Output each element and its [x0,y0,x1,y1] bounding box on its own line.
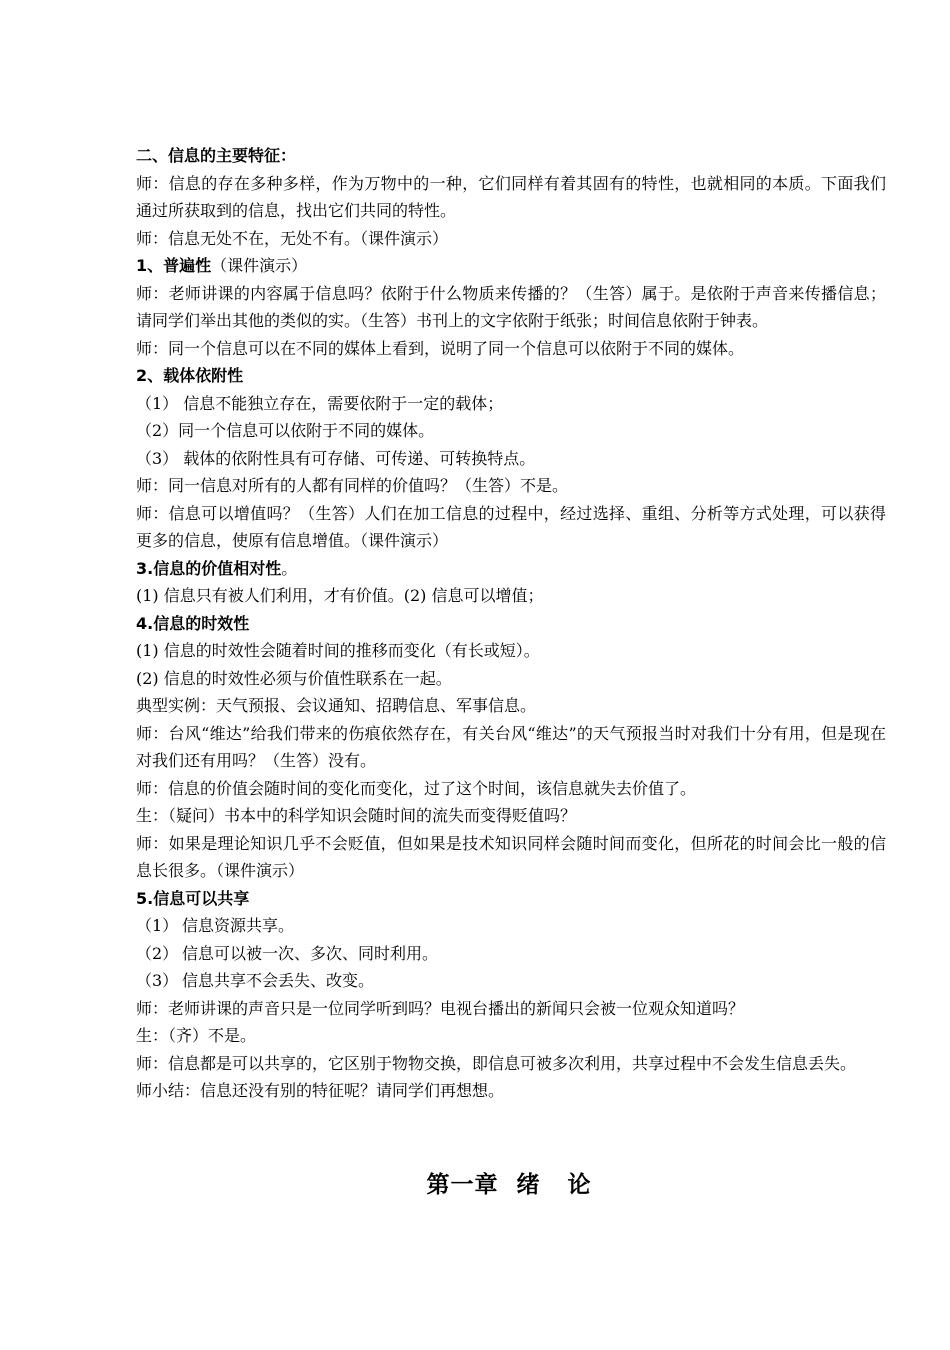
list-item-number: （3） [136,971,179,990]
list-item [136,967,886,995]
list-item-text: 信息资源共享。 [182,916,295,935]
teacher-summary-line: 师小结：信息还没有别的特征呢？请同学们再想想。 [136,1081,505,1100]
list-item-number: （2） [136,943,179,963]
heading-value-relativity-period: 。 [281,558,298,578]
heading-value-relativity-title: 3.信息的价值相对性 [136,558,282,578]
teacher-paragraph: 师：信息的存在多种多样，作为万物中的一种，它们同样有着其固有的特性，也就相同的本质。下面我们通过所获取到的信息，找出它们共同的特性。 [136,173,886,220]
list-item [136,912,886,940]
list-item [136,940,886,968]
heading-sharing: 5.信息可以共享 [136,888,250,908]
list-item: （2）同一个信息可以依附于不同的媒体。 [136,421,435,440]
teacher-paragraph: 师：台风“维达”给我们带来的伤痕依然存在，有关台风“维达”的天气预报当时对我们十分有用，但是现在对我们还有用吗？（生答）没有。 [136,723,886,770]
list-item: （3） 载体的依附性具有可存储、可传递、可转换特点。 [136,448,536,468]
list-item: （1） 信息不能独立存在，需要依附于一定的载体； [136,393,504,413]
teacher-paragraph: 师：老师讲课的内容属于信息吗？依附于什么物质来传播的？（生答）属于。是依附于声音来传播信息；请同学们举出其他的类似的实。（生答）书刊上的文字依附于纸张；时间信息依附于钟表。 [136,283,886,330]
teacher-line: 师：同一个信息可以在不同的媒体上看到，说明了同一个信息可以依附于不同的媒体。 [136,338,745,358]
examples-line: 典型实例：天气预报、会议通知、招聘信息、军事信息。 [136,696,537,715]
list-item-number: （1） [136,916,179,935]
chapter-title: 第一章 绪 论 [426,1172,592,1198]
heading-universality [136,252,886,280]
teacher-line: 师：信息无处不在，无处不有。（课件演示） [136,228,449,248]
list-item: (1) 信息的时效性会随着时间的推移而变化（有长或短）。 [136,641,540,660]
heading-timeliness: 4.信息的时效性 [136,613,250,633]
teacher-line: 师：老师讲课的声音只是一位同学听到吗？电视台播出的新闻只会被一位观众知道吗？ [136,998,745,1018]
teacher-paragraph: 师：信息都是可以共享的，它区别于物物交换，即信息可被多次利用，共享过程中不会发生信息丢失。 [136,1053,857,1073]
student-line: 生：（齐）不是。 [136,1026,257,1045]
heading-universality-note: （课件演示） [211,256,308,275]
list-item: (2) 信息的时效性必须与价值性联系在一起。 [136,668,452,688]
heading-carrier-dependency: 2、载体依附性 [136,366,244,385]
section-heading-features: 二、信息的主要特征： [136,146,297,165]
heading-value-relativity [136,555,886,583]
list-item-text: 信息共享不会丢失、改变。 [182,971,375,990]
teacher-line: 师：同一信息对所有的人都有同样的价值吗？（生答）不是。 [136,476,569,495]
teacher-line: 师：信息的价值会随时间的变化而变化，过了这个时间，该信息就失去价值了。 [136,778,697,798]
list-item: (1) 信息只有被人们利用，才有价值。(2) 信息可以增值； [136,586,544,605]
teacher-paragraph: 师：信息可以增值吗？（生答）人们在加工信息的过程中，经过选择、重组、分析等方式处理，可以获得更多的信息，使原有信息增值。（课件演示） [136,503,886,550]
teacher-paragraph: 师：如果是理论知识几乎不会贬值，但如果是技术知识同样会随时间而变化，但所花的时间会比一般的信息长很多。（课件演示） [136,833,886,880]
heading-universality-title: 1、普遍性 [136,256,212,275]
student-line: 生：（疑问）书本中的科学知识会随时间的流失而变得贬值吗？ [136,806,577,825]
list-item-text: 信息可以被一次、多次、同时利用。 [182,943,439,963]
document-body [136,142,886,1105]
